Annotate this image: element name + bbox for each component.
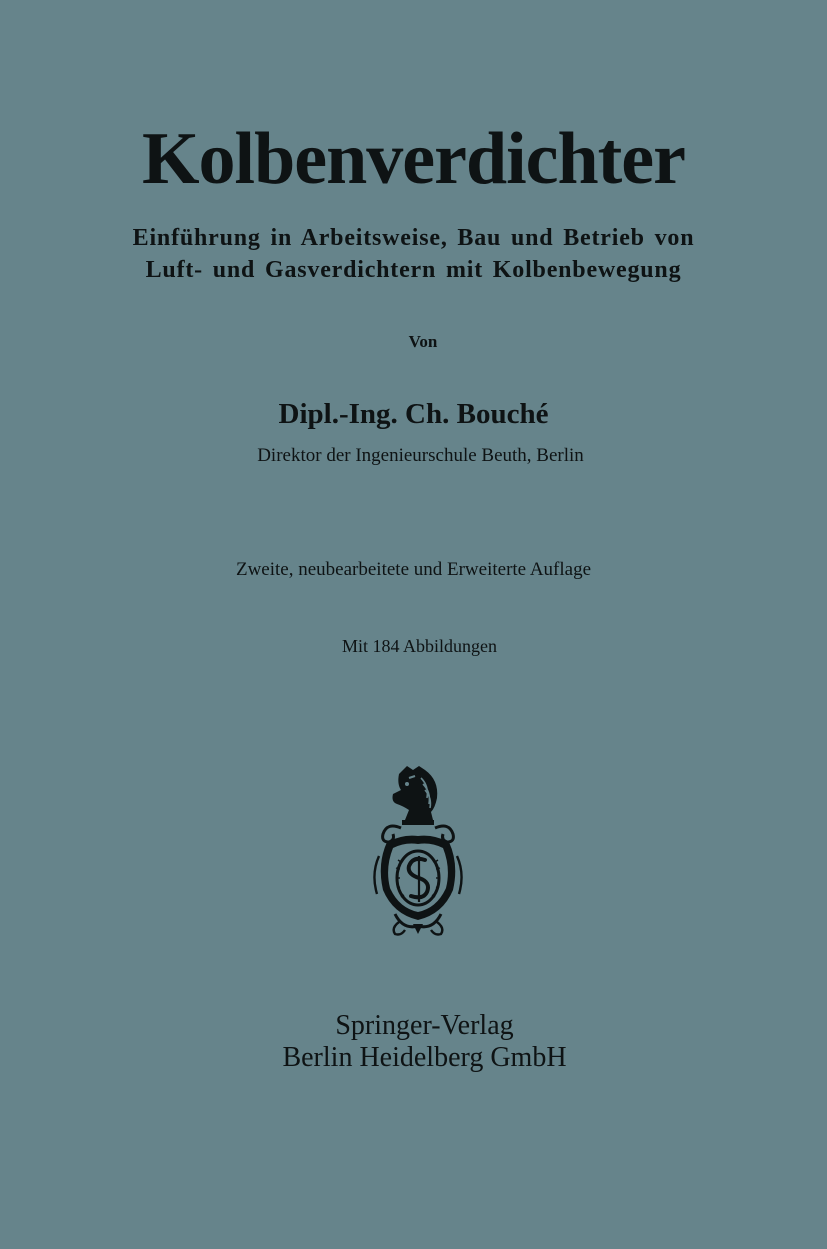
publisher-name: Springer-Verlag [335,1010,514,1041]
author-affiliation: Direktor der Ingenieurschule Beuth, Berlin [257,445,584,466]
springer-knight-emblem-icon [369,764,467,936]
subtitle-line-2: Luft- und Gasverdichtern mit Kolbenbewegung [145,257,682,283]
author-name: Dipl.-Ing. Ch. Bouché [278,398,549,430]
book-title: Kolbenverdichter [141,118,685,200]
by-label: Von [408,332,438,351]
edition-statement: Zweite, neubearbeitete und Erweiterte Auflage [235,559,592,580]
subtitle-line-1: Einführung in Arbeitsweise, Bau und Betrieb von [132,225,695,251]
figures-count: Mit 184 Abbildungen [341,636,497,656]
publisher-location: Berlin Heidelberg GmbH [282,1042,567,1073]
